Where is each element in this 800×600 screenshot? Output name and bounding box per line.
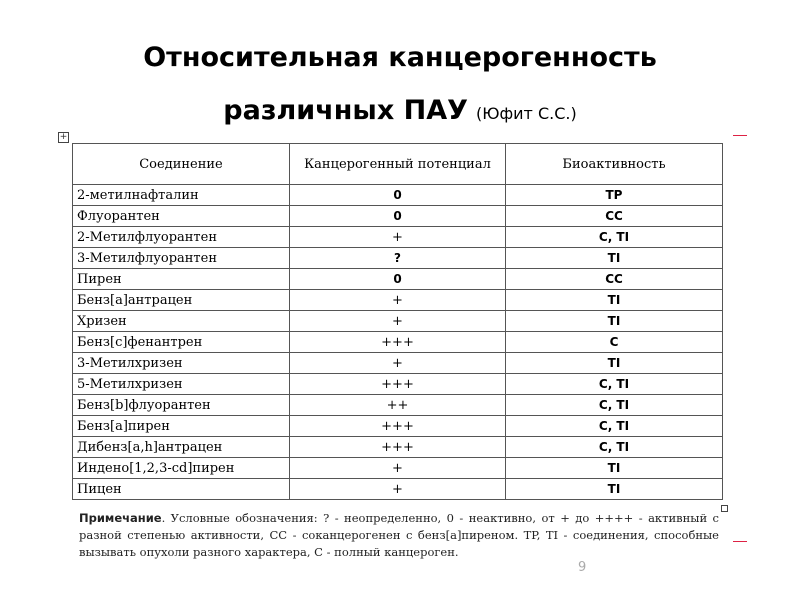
table-row	[73, 332, 723, 353]
bioactivity-cell: TI	[506, 290, 723, 311]
page-number: 9	[578, 560, 587, 575]
table-row	[73, 185, 723, 206]
table-resize-handle-icon[interactable]	[721, 505, 728, 512]
slide-title-line1: Относительная канцерогенность	[143, 42, 657, 73]
table-row	[73, 206, 723, 227]
potential-cell: +	[290, 458, 506, 479]
header-potential: Канцерогенный потенциал	[290, 144, 506, 185]
compound-cell: Дибенз[a,h]антрацен	[73, 437, 290, 458]
compound-cell: Пицен	[73, 479, 290, 500]
compound-cell: Бенз[b]флуорантен	[73, 395, 290, 416]
footnote	[79, 510, 719, 561]
potential-cell: 0	[290, 269, 506, 290]
bioactivity-cell: C, TI	[506, 227, 723, 248]
bioactivity-cell: TI	[506, 479, 723, 500]
potential-cell: +++	[290, 332, 506, 353]
table-row	[73, 227, 723, 248]
red-margin-mark	[733, 541, 747, 542]
table-row	[73, 458, 723, 479]
potential-cell: 0	[290, 185, 506, 206]
compound-cell: 2-метилнафталин	[73, 185, 290, 206]
bioactivity-cell: TI	[506, 458, 723, 479]
table-row	[73, 416, 723, 437]
red-margin-mark	[733, 135, 747, 136]
bioactivity-cell: C, TI	[506, 416, 723, 437]
potential-cell: +++	[290, 374, 506, 395]
header-bioactivity: Биоактивность	[506, 144, 723, 185]
potential-cell: +	[290, 290, 506, 311]
potential-cell: +	[290, 227, 506, 248]
header-compound: Соединение	[73, 144, 290, 185]
bioactivity-cell: CC	[506, 269, 723, 290]
compound-cell: 2-Метилфлуорантен	[73, 227, 290, 248]
bioactivity-cell: TP	[506, 185, 723, 206]
table-row	[73, 395, 723, 416]
table-header-row	[73, 144, 723, 185]
potential-cell: 0	[290, 206, 506, 227]
pah-table	[72, 143, 723, 500]
slide-title-text: различных ПАУ	[223, 95, 468, 126]
table-row	[73, 353, 723, 374]
bioactivity-cell: C, TI	[506, 395, 723, 416]
potential-cell: +++	[290, 416, 506, 437]
bioactivity-cell: TI	[506, 353, 723, 374]
table-row	[73, 311, 723, 332]
potential-cell: +	[290, 353, 506, 374]
potential-cell: +	[290, 479, 506, 500]
bioactivity-cell: C, TI	[506, 437, 723, 458]
compound-cell: Пирен	[73, 269, 290, 290]
compound-cell: Флуорантен	[73, 206, 290, 227]
author-citation: (Юфит С.С.)	[475, 104, 577, 123]
potential-cell: ++	[290, 395, 506, 416]
bioactivity-cell: TI	[506, 311, 723, 332]
table-move-handle-icon[interactable]: +	[59, 132, 68, 142]
potential-cell: +	[290, 311, 506, 332]
bioactivity-cell: C	[506, 332, 723, 353]
bioactivity-cell: TI	[506, 248, 723, 269]
compound-cell: Бенз[c]фенантрен	[73, 332, 290, 353]
table-row	[73, 374, 723, 395]
compound-cell: 5-Метилхризен	[73, 374, 290, 395]
compound-cell: Хризен	[73, 311, 290, 332]
potential-cell: ?	[290, 248, 506, 269]
compound-cell: 3-Метилфлуорантен	[73, 248, 290, 269]
potential-cell: +++	[290, 437, 506, 458]
compound-cell: Бенз[а]антрацен	[73, 290, 290, 311]
table-row	[73, 479, 723, 500]
footnote-text: . Условные обозначения: ? - неопределенно, 0 - неактивно, от + до ++++ - активный с разной степенью активности, СС - соканцерогенен с бенз[а]пиреном. TP, TI - соединения, способные вызывать опухоли разного характера, С - полный канцероген.	[79, 511, 719, 559]
compound-cell: Индено[1,2,3-cd]пирен	[73, 458, 290, 479]
compound-cell: 3-Метилхризен	[73, 353, 290, 374]
table-row	[73, 290, 723, 311]
bioactivity-cell: CC	[506, 206, 723, 227]
table-row	[73, 269, 723, 290]
compound-cell: Бенз[а]пирен	[73, 416, 290, 437]
table-row	[73, 437, 723, 458]
table-row	[73, 248, 723, 269]
footnote-label: Примечание	[79, 511, 162, 525]
slide-title-line2	[0, 93, 800, 132]
bioactivity-cell: C, TI	[506, 374, 723, 395]
